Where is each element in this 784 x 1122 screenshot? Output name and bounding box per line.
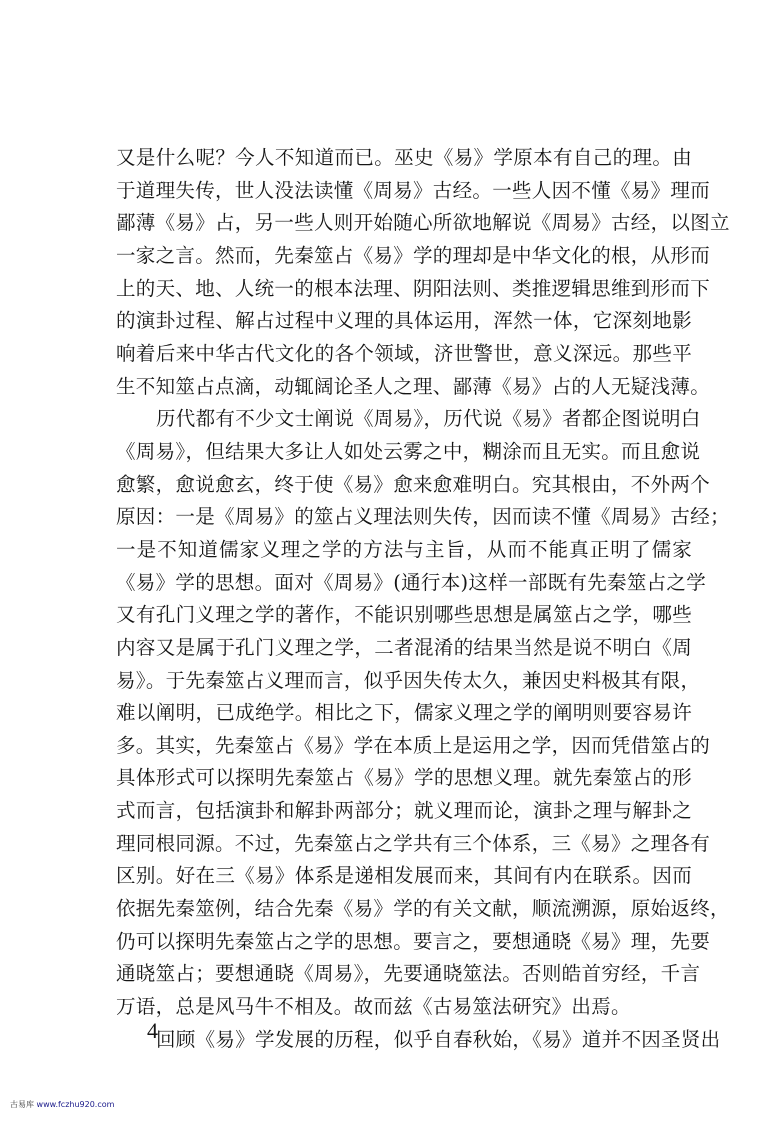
text-line: 生不知筮占点滴，动辄阔论圣人之理、鄙薄《易》占的人无疑浅薄。 (116, 374, 711, 398)
site-watermark (10, 1099, 114, 1110)
text-line: 易》。于先秦筮占义理而言，似乎因失传太久，兼因史料极其有限， (116, 668, 701, 692)
text-line: 仍可以探明先秦筮占之学的思想。要言之，要想通晓《易》理，先要 (116, 929, 711, 953)
text-line: 式而言，包括演卦和解卦两部分；就义理而论，演卦之理与解卦之 (116, 799, 692, 823)
text-line: 万语，总是风马牛不相及。故而兹《古易筮法研究》出焉。 (116, 995, 631, 1019)
watermark-label: 古易库 (10, 1100, 34, 1109)
paragraph (116, 403, 730, 1023)
text-line: 于道理失传，世人没法读懂《周易》古经。一些人因不懂《易》理而 (116, 178, 711, 202)
page-number: 4 (147, 1018, 158, 1043)
text-line: 的演卦过程、解占过程中义理的具体运用，浑然一体，它深刻地影 (116, 309, 692, 333)
text-line: 又是什么呢？今人不知道而已。巫史《易》学原本有自己的理。由 (116, 146, 692, 169)
text-line: 具体形式可以探明先秦筮占《易》学的思想义理。就先秦筮占的形 (116, 766, 692, 790)
text-line: 内容又是属于孔门义理之学，二者混淆的结果当然是说不明白《周 (116, 635, 692, 659)
text-line: 理同根同源。不过，先秦筮占之学共有三个体系，三《易》之理各有 (116, 831, 711, 855)
paragraph (116, 1024, 721, 1057)
text-line: 难以阐明，已成绝学。相比之下，儒家义理之学的阐明则要容易许 (116, 701, 692, 725)
text-line: 历代都有不少文士阐说《周易》，历代说《易》者都企图说明白 (156, 407, 701, 431)
text-line: 通晓筮占；要想通晓《周易》，先要通晓筮法。否则皓首穷经，千言 (116, 962, 701, 986)
page-body (116, 142, 730, 1056)
text-line: 愈繁，愈说愈玄，终于使《易》愈来愈难明白。究其根由，不外两个 (116, 472, 711, 496)
paragraph (116, 142, 730, 403)
text-line: 上的天、地、人统一的根本法理、阴阳法则、类推逻辑思维到形而下 (116, 276, 711, 300)
text-line: 鄙薄《易》占，另一些人则开始随心所欲地解说《周易》古经，以图立 (116, 211, 730, 235)
text-line: 《周易》，但结果大多让人如处云雾之中，糊涂而且无实。而且愈说 (116, 439, 701, 463)
text-line: 原因：一是《周易》的筮占义理法则失传，因而读不懂《周易》古经； (116, 505, 730, 529)
watermark-site: www.fczhu920.com (36, 1100, 115, 1109)
text-line: 《易》学的思想。面对《周易》(通行本)这样一部既有先秦筮占之学 (116, 570, 707, 594)
text-line: 多。其实，先秦筮占《易》学在本质上是运用之学，因而凭借筮占的 (116, 733, 711, 757)
text-line: 回顾《易》学发展的历程，似乎自春秋始，《易》道并不因圣贤出 (156, 1027, 721, 1051)
text-line: 依据先秦筮例，结合先秦《易》学的有关文献，顺流溯源，原始返终， (116, 897, 730, 921)
text-line: 又有孔门义理之学的著作，不能识别哪些思想是属筮占之学，哪些 (116, 603, 692, 627)
text-line: 响着后来中华古代文化的各个领域，济世警世，意义深远。那些平 (116, 341, 692, 365)
text-line: 一家之言。然而，先秦筮占《易》学的理却是中华文化的根，从形而 (116, 243, 711, 267)
text-line: 一是不知道儒家义理之学的方法与主旨，从而不能真正明了儒家 (116, 537, 692, 561)
text-line: 区别。好在三《易》体系是递相发展而来，其间有内在联系。因而 (116, 864, 692, 888)
